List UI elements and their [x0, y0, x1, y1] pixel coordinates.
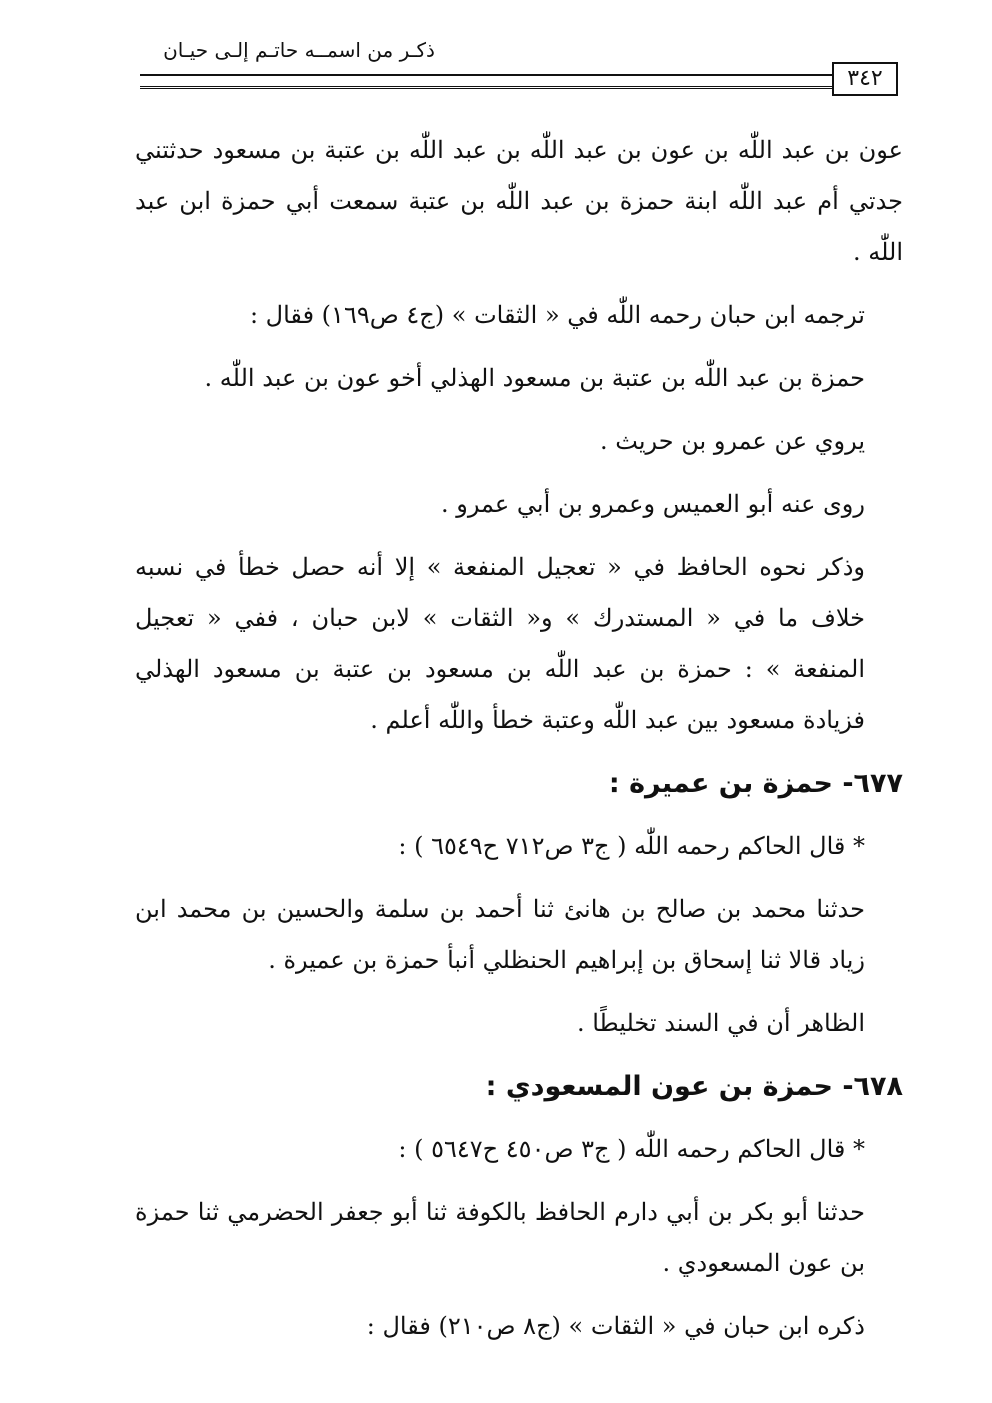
page-body — [135, 125, 903, 1364]
entry-heading: ٦٧٧- حمزة بن عميرة : — [608, 768, 903, 799]
body-paragraph: ترجمه ابن حبان رحمه اللّٰه في « الثقات » (ج٤ ص١٦٩) فقال : — [249, 301, 865, 329]
header-double-rule — [140, 86, 832, 89]
page-number: ٣٤٢ — [832, 62, 898, 96]
body-paragraph: ذكره ابن حبان في « الثقات » (ج٨ ص٢١٠) فقال : — [366, 1312, 865, 1340]
body-paragraph: حدثنا أبو بكر بن أبي دارم الحافظ بالكوفة ثنا أبو جعفر الحضرمي ثنا حمزة بن عون المسعودي . — [135, 1198, 865, 1277]
body-paragraph: * قال الحاكم رحمه اللّٰه ( ج٣ ص٧١٢ ح٦٥٤٩ ) : — [398, 832, 865, 860]
body-paragraph: حدثنا محمد بن صالح بن هانئ ثنا أحمد بن سلمة والحسين بن محمد ابن زياد قالا ثنا إسحاق بن إبراهيم الحنظلي أنبأ حمزة بن عميرة . — [135, 895, 865, 974]
body-paragraph: حمزة بن عبد اللّٰه بن عتبة بن مسعود الهذلي أخو عون بن عبد اللّٰه . — [204, 364, 865, 392]
header-rule — [140, 74, 832, 76]
entry-heading: ٦٧٨- حمزة بن عون المسعودي : — [485, 1071, 903, 1102]
body-paragraph: * قال الحاكم رحمه اللّٰه ( ج٣ ص٤٥٠ ح٥٦٤٧ ) : — [398, 1135, 865, 1163]
body-paragraph: الظاهر أن في السند تخليطًا . — [576, 1009, 865, 1037]
running-title: ذكـر من اسمــه حاتـم إلـى حيـان — [163, 38, 435, 62]
body-paragraph: روى عنه أبو العميس وعمرو بن أبي عمرو . — [440, 490, 865, 518]
body-paragraph: عون بن عبد اللّٰه بن عون بن عبد اللّٰه بن عبد اللّٰه بن عتبة بن مسعود حدثتني جدتي أم عبد اللّٰه ابنة حمزة بن عبد اللّٰه بن عتبة سمعت أبي حمزة ابن عبد اللّٰه . — [135, 136, 903, 266]
body-paragraph: يروي عن عمرو بن حريث . — [600, 427, 865, 455]
body-paragraph: وذكر نحوه الحافظ في « تعجيل المنفعة » إلا أنه حصل خطأ في نسبه خلاف ما في « المستدرك » و« الثقات » لابن حبان ، ففي « تعجيل المنفعة » : حمزة بن عبد اللّٰه بن مسعود بن عتبة بن مسعود الهذلي فزيادة مسعود بين عبد اللّٰه وعتبة خطأ واللّٰه أعلم . — [135, 553, 865, 734]
